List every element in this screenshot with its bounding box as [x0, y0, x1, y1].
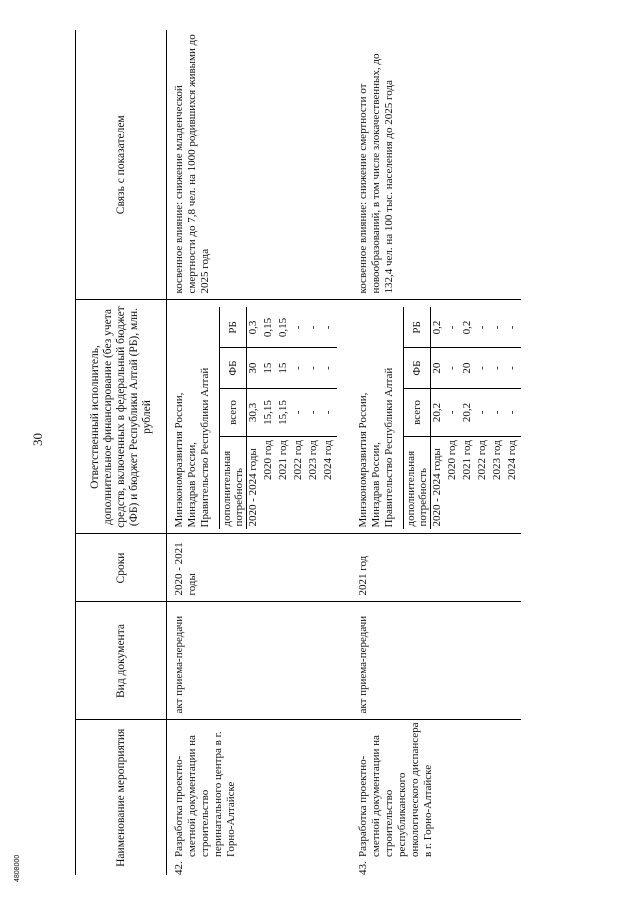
fin-rb: - [476, 308, 491, 348]
table-row [356, 30, 521, 875]
fin-total: 30,3 [247, 388, 263, 436]
fin-rb: 0,2 [431, 308, 447, 348]
header-name: Наименование мероприятия [114, 728, 127, 867]
fin-fb: - [491, 348, 506, 388]
fin-period: 2020 год [446, 440, 458, 480]
fin-head-label: дополнительная потребность [404, 437, 431, 530]
fin-total: 20,2 [461, 388, 476, 436]
fin-fb: 15 [277, 348, 292, 388]
financing-row [292, 308, 307, 530]
fin-period: 2024 год [322, 440, 334, 480]
fin-total: - [491, 388, 506, 436]
financing-row [262, 308, 277, 530]
fin-fb: 30 [247, 348, 263, 388]
financing-header [404, 308, 431, 530]
financing-row [247, 308, 263, 530]
document-type: акт приема-передачи [356, 602, 521, 720]
financing-row [307, 308, 322, 530]
fin-fb: - [446, 348, 461, 388]
measure-name-cell [356, 720, 521, 875]
fin-total: 15,15 [277, 388, 292, 436]
fin-total: - [322, 388, 337, 436]
executor-line: Минздрав России, [186, 441, 198, 528]
financing-row [506, 308, 521, 530]
financing-row [431, 308, 447, 530]
fin-head-fb: ФБ [404, 348, 431, 388]
fin-period: 2024 год [506, 440, 518, 480]
fin-total: - [292, 388, 307, 436]
fin-head-rb: РБ [404, 308, 431, 348]
measure-name: Разработка проектно-сметной документации на строительство перинатального центра в г. Горно-Алтайске [173, 731, 237, 857]
fin-fb: - [307, 348, 322, 388]
rotated-page-content [75, 30, 580, 875]
header-link: Связь с показателем [76, 30, 167, 300]
executor-cell [356, 300, 521, 534]
fin-period: 2022 год [476, 440, 488, 480]
measure-name: Разработка проектно-сметной документации на строительство республиканского онкологического диспансера в г. Горно-Алтайске [357, 722, 434, 857]
term: 2021 год [356, 534, 521, 602]
fin-fb: - [322, 348, 337, 388]
term: 2020 - 2021 годы [167, 534, 338, 602]
fin-rb: 0,3 [247, 308, 263, 348]
header-term: Сроки [76, 534, 167, 602]
financing-row [461, 308, 476, 530]
fin-fb: - [292, 348, 307, 388]
fin-head-fb: ФБ [220, 348, 247, 388]
fin-fb: 15 [262, 348, 277, 388]
fin-head-total: всего [220, 388, 247, 436]
fin-period: 2022 год [292, 440, 304, 480]
financing-row [476, 308, 491, 530]
table-row [167, 30, 338, 875]
executor-line: Правительство Республики Алтай [383, 367, 395, 528]
executor-line: Минэкономразвития России, [357, 392, 369, 528]
fin-head-rb: РБ [220, 308, 247, 348]
row-number: 43. [357, 861, 369, 875]
fin-fb: 20 [431, 348, 447, 388]
document-type: акт приема-передачи [167, 602, 338, 720]
fin-period: 2020 год [262, 440, 274, 480]
fin-rb: 0,15 [262, 308, 277, 348]
fin-rb: - [307, 308, 322, 348]
fin-total: - [446, 388, 461, 436]
financing-row [446, 308, 461, 530]
executor-cell [167, 300, 338, 534]
measures-table [75, 30, 521, 875]
row-number: 42. [173, 861, 185, 875]
fin-total: - [307, 388, 322, 436]
indicator-link: косвенное влияние: снижение смертности от новообразований, в том числе злокачественных, до 132,4 чел. на 100 тыс. населения до 2025 года [356, 30, 521, 300]
fin-total: - [506, 388, 521, 436]
header-exec: Ответственный исполнитель, дополнительное финансирование (без учета средств, включенных в федеральный бюджет (ФБ) и бюджет Республики Алтай (РБ), млн. рублей [76, 300, 167, 534]
fin-rb: 0,2 [461, 308, 476, 348]
fin-total: 15,15 [262, 388, 277, 436]
fin-rb: - [322, 308, 337, 348]
fin-head-label: дополнительная потребность [220, 437, 247, 530]
financing-table [403, 308, 521, 530]
executor-line: Минздрав России, [370, 441, 382, 528]
fin-period: 2023 год [491, 440, 503, 480]
fin-rb: - [292, 308, 307, 348]
page-number: 30 [30, 433, 45, 446]
header-doc: Вид документа [76, 602, 167, 720]
fin-fb: - [506, 348, 521, 388]
fin-total: - [476, 388, 491, 436]
financing-row [322, 308, 337, 530]
fin-period: 2021 год [461, 440, 473, 480]
fin-period: 2020 - 2024 годы [247, 448, 259, 527]
fin-period: 2021 год [277, 440, 289, 480]
fin-rb: - [491, 308, 506, 348]
fin-fb: 20 [461, 348, 476, 388]
table-header-row [76, 30, 167, 875]
measure-name-cell [167, 720, 338, 875]
financing-header [220, 308, 247, 530]
financing-row [277, 308, 292, 530]
indicator-link: косвенное влияние: снижение младенческой смертности до 7,8 чел. на 1000 родившихся живыми до 2025 года [167, 30, 338, 300]
fin-rb: - [506, 308, 521, 348]
document-code: 4808000 [14, 854, 21, 882]
executor-line: Правительство Республики Алтай [199, 367, 211, 528]
fin-total: 20,2 [431, 388, 447, 436]
fin-head-total: всего [404, 388, 431, 436]
financing-row [491, 308, 506, 530]
fin-rb: 0,15 [277, 308, 292, 348]
financing-table [219, 308, 337, 530]
fin-period: 2023 год [307, 440, 319, 480]
executor-line: Минэкономразвития России, [173, 392, 185, 528]
fin-rb: - [446, 308, 461, 348]
fin-fb: - [476, 348, 491, 388]
fin-period: 2020 - 2024 годы [431, 448, 443, 527]
row-gap [337, 30, 356, 875]
